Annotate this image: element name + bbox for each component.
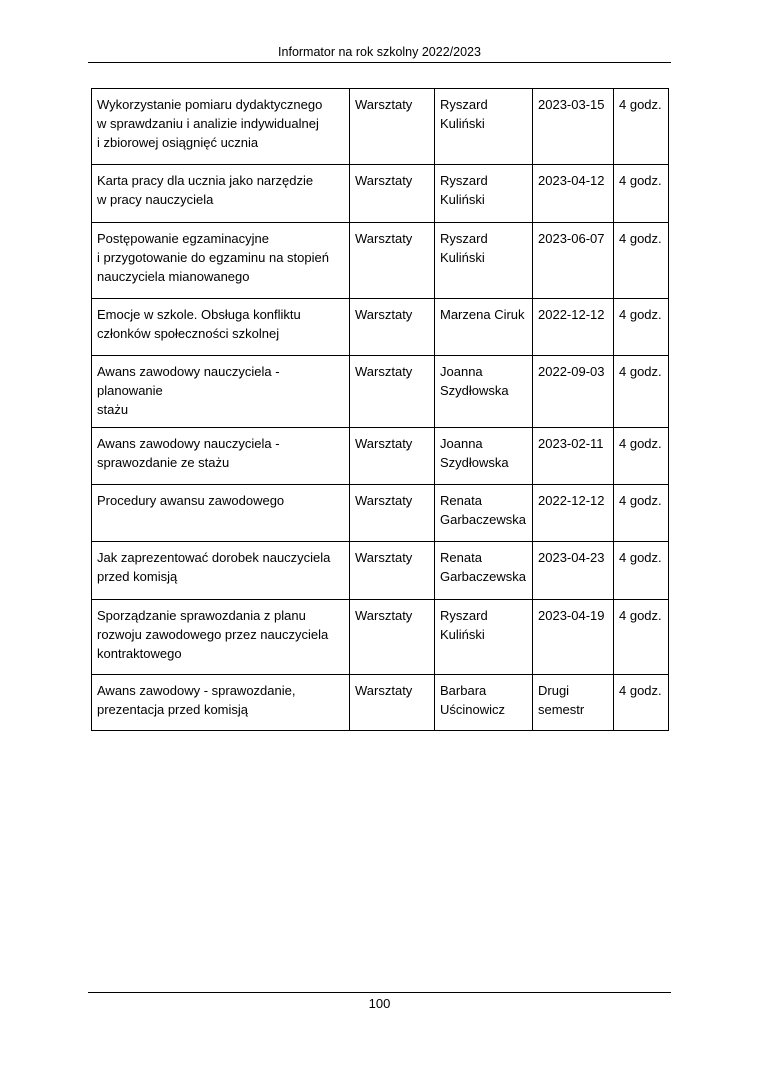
course-title-cell: Awans zawodowy - sprawozdanie, prezentacja przed komisją <box>92 675 350 731</box>
course-date-cell: 2023-02-11 <box>533 428 614 485</box>
course-hours-cell: 4 godz. <box>614 675 669 731</box>
course-date-cell: 2023-04-12 <box>533 165 614 223</box>
course-hours-cell: 4 godz. <box>614 223 669 299</box>
course-type-cell: Warsztaty <box>350 542 435 600</box>
course-date-cell: 2023-03-15 <box>533 89 614 165</box>
course-hours-cell: 4 godz. <box>614 485 669 542</box>
running-header: Informator na rok szkolny 2022/2023 <box>278 45 481 59</box>
course-date-cell: 2022-09-03 <box>533 356 614 428</box>
course-type-cell: Warsztaty <box>350 89 435 165</box>
table-row <box>92 428 669 485</box>
course-date-cell: 2023-04-19 <box>533 600 614 675</box>
course-instructor-cell: Renata Garbaczewska <box>435 542 533 600</box>
course-instructor-cell: Ryszard Kuliński <box>435 89 533 165</box>
course-type-cell: Warsztaty <box>350 428 435 485</box>
course-title-cell: Wykorzystanie pomiaru dydaktycznego w sprawdzaniu i analizie indywidualnej i zbiorowej osiągnięć ucznia <box>92 89 350 165</box>
course-table-body <box>92 89 669 731</box>
course-type-cell: Warsztaty <box>350 600 435 675</box>
course-date-cell: 2022-12-12 <box>533 299 614 356</box>
table-row <box>92 356 669 428</box>
course-title-cell: Postępowanie egzaminacyjne i przygotowanie do egzaminu na stopień nauczyciela mianowanego <box>92 223 350 299</box>
table-row <box>92 485 669 542</box>
table-row <box>92 542 669 600</box>
course-title-cell: Karta pracy dla ucznia jako narzędzie w pracy nauczyciela <box>92 165 350 223</box>
course-hours-cell: 4 godz. <box>614 299 669 356</box>
course-table <box>91 88 669 731</box>
course-title-cell: Awans zawodowy nauczyciela - sprawozdanie ze stażu <box>92 428 350 485</box>
table-row <box>92 223 669 299</box>
course-hours-cell: 4 godz. <box>614 600 669 675</box>
course-instructor-cell: Renata Garbaczewska <box>435 485 533 542</box>
course-date-cell: 2022-12-12 <box>533 485 614 542</box>
course-instructor-cell: Joanna Szydłowska <box>435 356 533 428</box>
course-title-cell: Sporządzanie sprawozdania z planu rozwoju zawodowego przez nauczyciela kontraktowego <box>92 600 350 675</box>
course-title-cell: Jak zaprezentować dorobek nauczyciela przed komisją <box>92 542 350 600</box>
table-row <box>92 89 669 165</box>
course-hours-cell: 4 godz. <box>614 165 669 223</box>
course-instructor-cell: Ryszard Kuliński <box>435 223 533 299</box>
course-date-cell: 2023-06-07 <box>533 223 614 299</box>
course-instructor-cell: Ryszard Kuliński <box>435 165 533 223</box>
course-title-cell: Procedury awansu zawodowego <box>92 485 350 542</box>
course-instructor-cell: Marzena Ciruk <box>435 299 533 356</box>
course-date-cell: Drugi semestr <box>533 675 614 731</box>
table-row <box>92 600 669 675</box>
course-type-cell: Warsztaty <box>350 223 435 299</box>
course-hours-cell: 4 godz. <box>614 89 669 165</box>
course-hours-cell: 4 godz. <box>614 542 669 600</box>
course-instructor-cell: Barbara Uścinowicz <box>435 675 533 731</box>
course-date-cell: 2023-04-23 <box>533 542 614 600</box>
course-instructor-cell: Ryszard Kuliński <box>435 600 533 675</box>
course-title-cell: Emocje w szkole. Obsługa konfliktu członków społeczności szkolnej <box>92 299 350 356</box>
course-type-cell: Warsztaty <box>350 485 435 542</box>
course-instructor-cell: Joanna Szydłowska <box>435 428 533 485</box>
table-row <box>92 165 669 223</box>
header-divider <box>88 62 671 63</box>
course-type-cell: Warsztaty <box>350 675 435 731</box>
course-type-cell: Warsztaty <box>350 356 435 428</box>
table-row <box>92 299 669 356</box>
course-hours-cell: 4 godz. <box>614 428 669 485</box>
footer-divider <box>88 992 671 993</box>
page-number: 100 <box>368 996 391 1011</box>
course-type-cell: Warsztaty <box>350 299 435 356</box>
table-row <box>92 675 669 731</box>
course-type-cell: Warsztaty <box>350 165 435 223</box>
course-title-cell: Awans zawodowy nauczyciela - planowanie stażu <box>92 356 350 428</box>
course-hours-cell: 4 godz. <box>614 356 669 428</box>
